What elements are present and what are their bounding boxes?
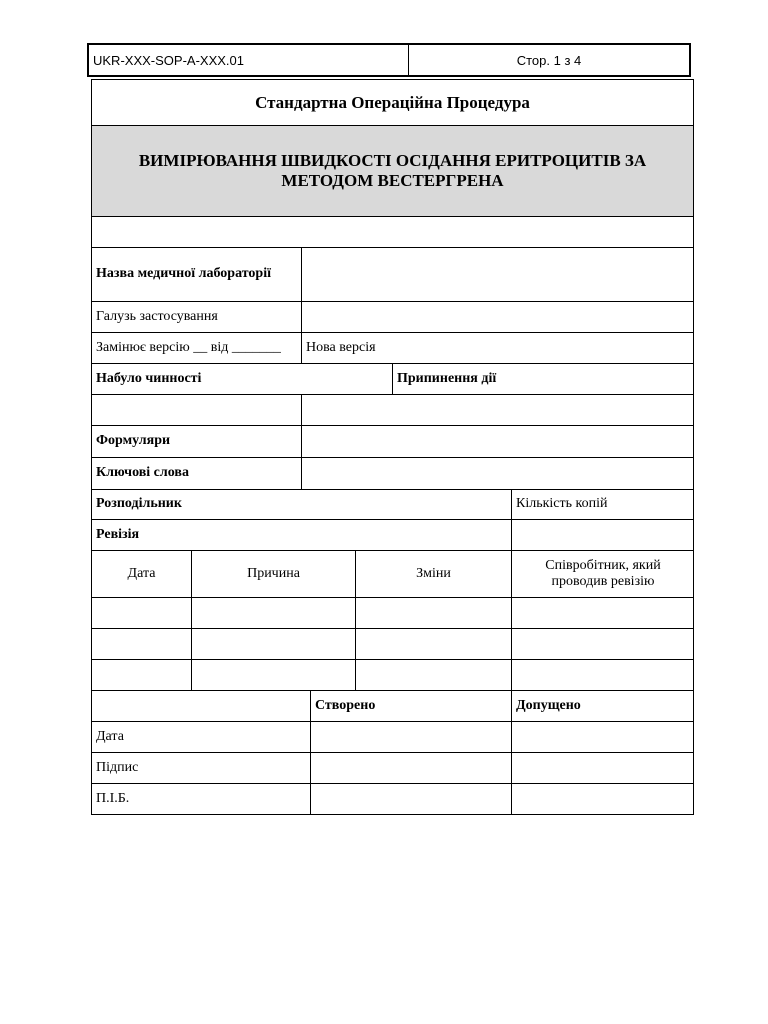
document-title: ВИМІРЮВАННЯ ШВИДКОСТІ ОСІДАННЯ ЕРИТРОЦИТІВ ЗА МЕТОДОМ ВЕСТЕРГРЕНА bbox=[138, 151, 647, 190]
scope-label: Галузь застосування bbox=[96, 308, 218, 324]
approval-row-signature: Підпис bbox=[96, 759, 139, 775]
effective-date-label: Набуло чинності bbox=[96, 370, 202, 386]
revision-header-changes: Зміни bbox=[416, 565, 451, 581]
document-type: Стандартна Операційна Процедура bbox=[255, 92, 530, 112]
termination-label: Припинення дії bbox=[397, 370, 497, 386]
lab-name-label: Назва медичної лабораторії bbox=[96, 266, 271, 282]
approved-label: Допущено bbox=[516, 697, 581, 713]
revision-label: Ревізія bbox=[96, 526, 140, 542]
document-code: UKR-XXX-SOP-A-XXX.01 bbox=[89, 45, 409, 75]
approval-row-date: Дата bbox=[96, 728, 124, 744]
replaces-version-label: Замінює версію __ від _______ bbox=[96, 339, 281, 355]
forms-label: Формуляри bbox=[96, 433, 171, 449]
new-version-label: Нова версія bbox=[306, 339, 376, 355]
document-header bbox=[87, 43, 691, 77]
distributor-label: Розподільник bbox=[96, 496, 182, 512]
page-number: Стор. 1 з 4 bbox=[516, 52, 582, 68]
approval-row-name: П.І.Б. bbox=[96, 790, 130, 806]
revision-header-date: Дата bbox=[127, 565, 156, 581]
sop-form bbox=[91, 79, 694, 815]
copies-label: Кількість копій bbox=[516, 496, 608, 512]
created-label: Створено bbox=[315, 697, 376, 713]
revision-header-employee: Співробітник, який проводив ревізію bbox=[545, 557, 661, 589]
keywords-label: Ключові слова bbox=[96, 465, 189, 481]
revision-header-reason: Причина bbox=[247, 565, 300, 581]
